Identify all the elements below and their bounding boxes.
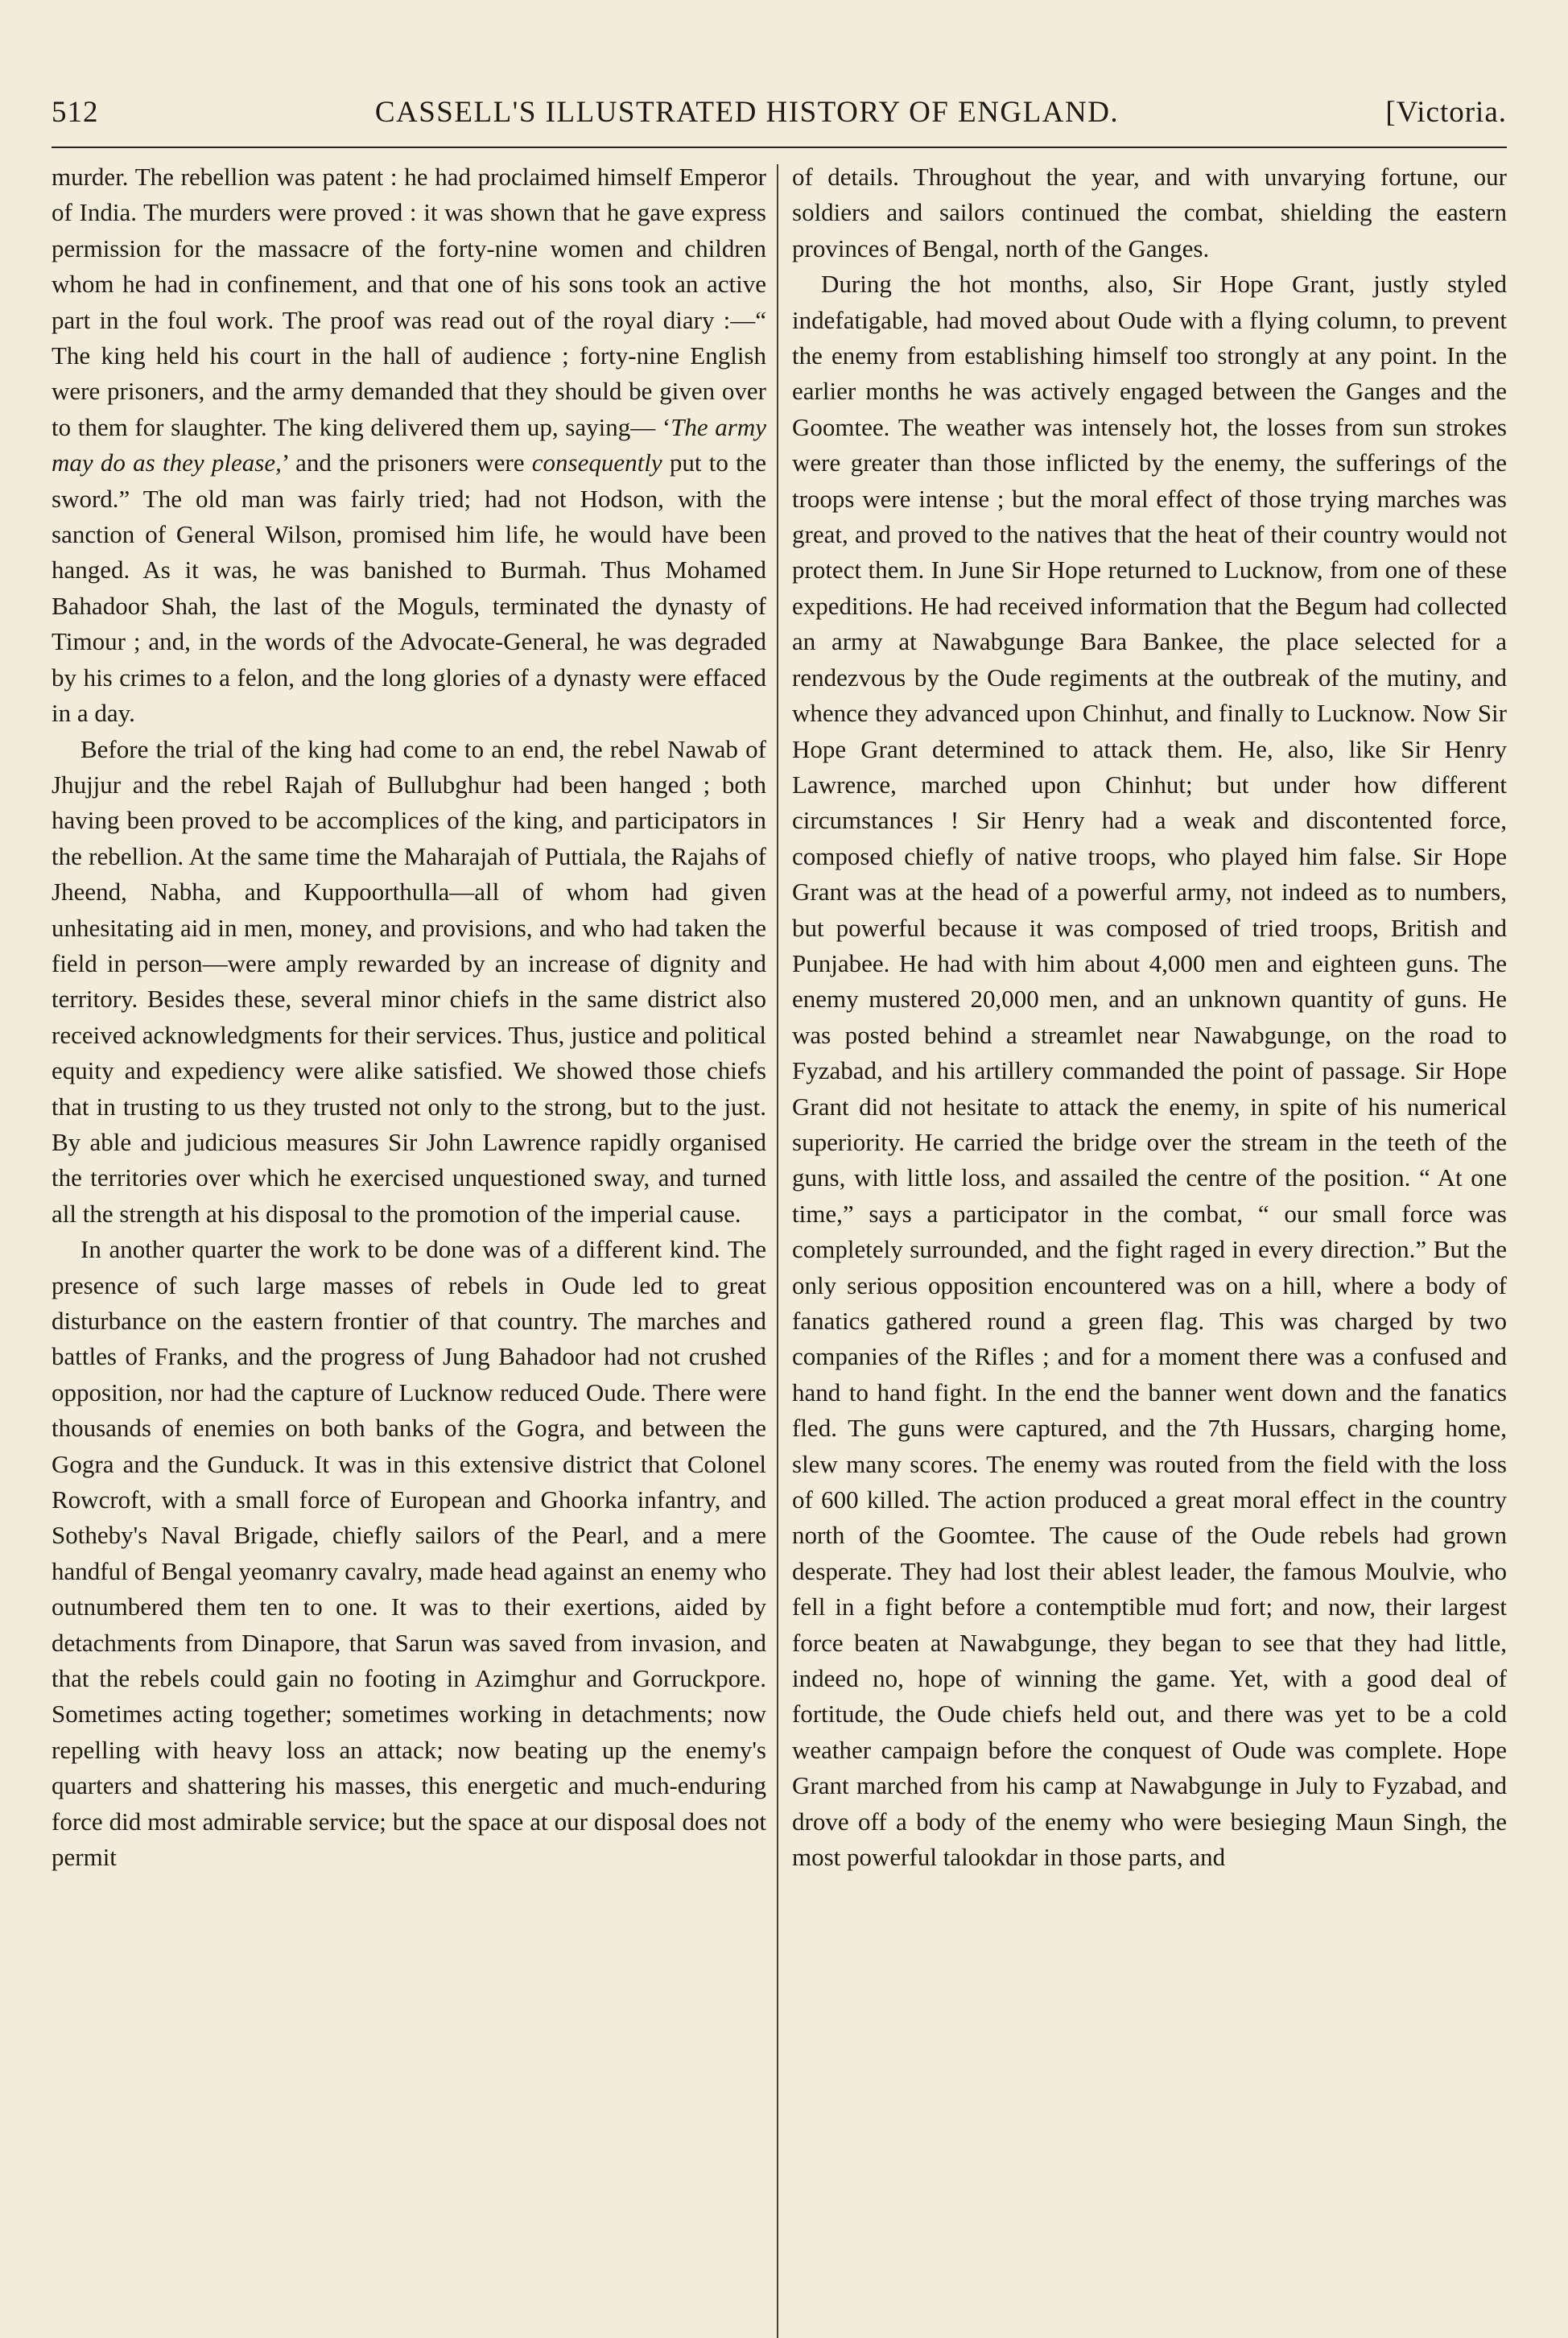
- text-columns: [52, 159, 1507, 1876]
- text-run: murder. The rebellion was patent : he had proclaimed himself Emperor of India. The murders were proved : it was shown that he gave express permission for the massacre of the forty-nine women and children whom he had in confinement, and that one of his sons took an active part in the foul work. The proof was read out of the royal diary :—“ The king held his court in the hall of audience ; forty-nine English were prisoners, and the army demanded that they should be given over to them for slaughter. The king delivered them up, saying— ‘: [52, 163, 766, 441]
- paragraph: During the hot months, also, Sir Hope Grant, justly styled indefatigable, had moved about Oude with a flying column, to prevent the enemy from establishing himself too strongly at any point. In the earlier months he was actively engaged between the Ganges and the Goomtee. The weather was intensely hot, the losses from sun strokes were greater than those inflicted by the enemy, the sufferings of the troops were intense ; but the moral effect of those trying marches was great, and proved to the natives that the heat of their country would not protect them. In June Sir Hope returned to Lucknow, from one of these expeditions. He had received information that the Begum had collected an army at Nawabgunge Bara Bankee, the place selected for a rendezvous by the Oude regiments at the outbreak of the mutiny, and whence they advanced upon Chinhut, and finally to Lucknow. Now Sir Hope Grant determined to attack them. He, also, like Sir Henry Lawrence, marched upon Chinhut; but under how different circumstances ! Sir Henry had a weak and discontented force, composed chiefly of native troops, who played him false. Sir Hope Grant was at the head of a powerful army, not indeed as to numbers, but powerful because it was composed of tried troops, British and Punjabee. He had with him about 4,000 men and eighteen guns. The enemy mustered 20,000 men, and an unknown quantity of guns. He was posted behind a streamlet near Nawabgunge, on the road to Fyzabad, and his artillery commanded the point of passage. Sir Hope Grant did not hesitate to attack the enemy, in spite of his numerical superiority. He carried the bridge over the stream in the teeth of the guns, with little loss, and assailed the centre of the position. “ At one time,” says a participator in the combat, “ our small force was completely surrounded, and the fight raged in every direction.” But the only serious opposition encountered was on a hill, where a body of fanatics gathered round a green flag. This was charged by two companies of the Rifles ; and for a moment there was a confused and hand to hand fight. In the end the banner went down and the fanatics fled. The guns were captured, and the 7th Hussars, charging home, slew many scores. The enemy was routed from the field with the loss of 600 killed. The action produced a great moral effect in the country north of the Goomtee. The cause of the Oude rebels had grown desperate. They had lost their ablest leader, the famous Moulvie, who fell in a fight before a contemptible mud fort; and now, their largest force beaten at Nawabgunge, they began to see that they had little, indeed no, hope of winning the game. Yet, with a good deal of fortitude, the Oude chiefs held out, and there was yet to be a cold weather campaign before the conquest of Oude was complete. Hope Grant marched from his camp at Nawabgunge in July to Fyzabad, and drove off a body of the enemy who were besieging Maun Singh, the most powerful talookdar in those parts, and: [792, 270, 1507, 1872]
- section-marker: [Victoria.: [1385, 96, 1507, 129]
- header-rule: [52, 147, 1507, 148]
- running-title: CASSELL'S ILLUSTRATED HISTORY OF ENGLAND.: [374, 96, 1120, 129]
- page-number: 512: [52, 96, 99, 129]
- page-header: [52, 95, 1507, 147]
- paragraph: Before the trial of the king had come to an end, the rebel Nawab of Jhujjur and the rebel Rajah of Bullubghur had been hanged ; both having been proved to be accomplices of the king, and participators in the rebellion. At the same time the Maharajah of Puttiala, the Rajahs of Jheend, Nabha, and Kuppoorthulla—all of whom had given unhesitating aid in men, money, and provisions, and who had taken the field in person—were amply rewarded by an increase of dignity and territory. Besides these, several minor chiefs in the same district also received acknowledgments for their services. Thus, justice and political equity and expediency were alike satisfied. We showed those chiefs that in trusting to us they trusted not only to the strong, but to the just. By able and judicious measures Sir John Lawrence rapidly organised the territories over which he exercised unquestioned sway, and turned all the strength at his disposal to the promotion of the imperial cause.: [52, 734, 766, 1228]
- text-run: ’ and the prisoners were: [281, 448, 532, 477]
- paragraph: In another quarter the work to be done was of a different kind. The presence of such large masses of rebels in Oude led to great disturbance on the eastern frontier of that country. The marches and battles of Franks, and the progress of Jung Bahadoor had not crushed opposition, nor had the capture of Lucknow reduced Oude. There were thousands of enemies on both banks of the Gogra, and between the Gogra and the Gunduck. It was in this extensive district that Colonel Rowcroft, with a small force of European and Ghoorka infantry, and Sotheby's Naval Brigade, chiefly sailors of the Pearl, and a mere handful of Bengal yeomanry cavalry, made head against an enemy who outnumbered them ten to one. It was to their exertions, aided by detachments from Dinapore, that Sarun was saved from invasion, and that the rebels could gain no footing in Azimghur and Gorruckpore. Sometimes acting together; sometimes working in detachments; now repelling with heavy loss an attack; now beating up the enemy's quarters and shattering his masses, this energetic and much-enduring force did most admirable service; but the space at our disposal does not permit: [52, 1235, 766, 1872]
- left-column: [52, 159, 766, 1876]
- text-run: put to the sword.” The old man was fairly tried; had not Hodson, with the sanction of General Wilson, promised him life, he would have been hanged. As it was, he was banished to Burmah. Thus Mohamed Bahadoor Shah, the last of the Moguls, terminated the dynasty of Timour ; and, in the words of the Advocate-General, he was degraded by his crimes to a felon, and the long glories of a dynasty were effaced in a day.: [52, 448, 766, 728]
- right-column: [792, 159, 1507, 1876]
- column-divider: [777, 164, 778, 2338]
- paragraph: [52, 159, 766, 732]
- paragraph: of details. Throughout the year, and with unvarying fortune, our soldiers and sailors continued the combat, shielding the eastern provinces of Bengal, north of the Ganges.: [792, 163, 1507, 262]
- italic-word: consequently: [531, 448, 662, 477]
- italic-quote: The army may do as they please,: [52, 412, 767, 477]
